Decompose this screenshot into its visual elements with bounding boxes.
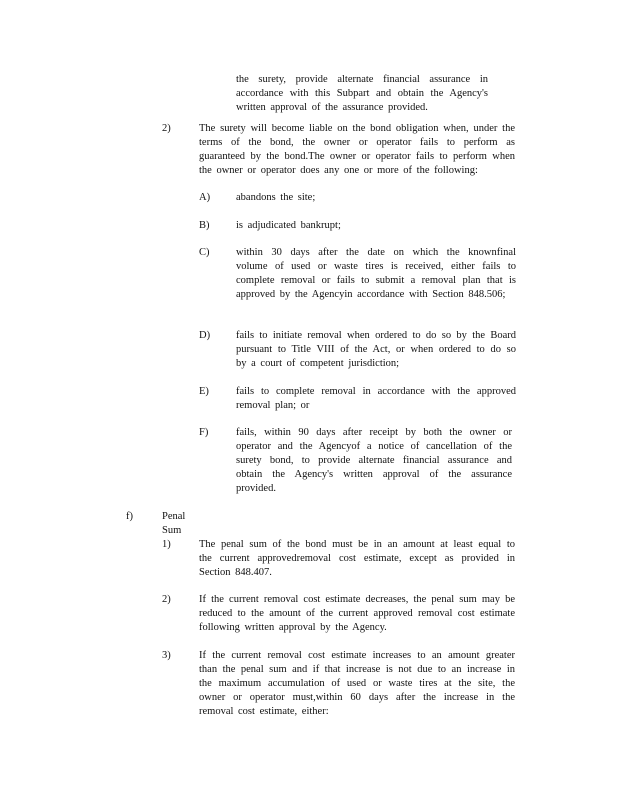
subitem-text: fails, within 90 days after receipt by both the owner or operator and the Agencyof a notice of cancellation of the surety bond, to provide alternate financial assurance and obtain the Agency's written approval of the assurance provided. <box>236 427 512 494</box>
subitem-text: fails to initiate removal when ordered to do so by the Board pursuant to Title VIII of the Act, or when ordered to do so by a court of competent jurisdiction; <box>236 330 516 369</box>
subitem-text: within 30 days after the date on which the knownfinal volume of used or waste tires is received, either fails to complete removal or fails to submit a removal plan that is approved by the Agencyin accordance with Section 848.506; <box>236 247 516 300</box>
subitem-number: A) <box>199 192 211 203</box>
item-number: 2) <box>162 123 171 134</box>
subitem-number: D) <box>199 330 211 341</box>
subitem-number: B) <box>199 220 210 231</box>
item-text: The surety will become liable on the bond obligation when, under the terms of the bond, the owner or operator fails to perform as guaranteed by the bond.The owner or operator fails to perform when the owner or operator does any one or more of the following: <box>199 123 515 176</box>
item-text: The penal sum of the bond must be in an amount at least equal to the current approvedremoval cost estimate, except as provided in Section 848.407. <box>199 539 515 578</box>
continuation-paragraph: the surety, provide alternate financial assurance in accordance with this Subpart and obtain the Agency's written approval of the assurance provided. <box>236 74 488 113</box>
subitem-text: is adjudicated bankrupt; <box>236 220 341 231</box>
subitem-text: fails to complete removal in accordance with the approved removal plan; or <box>236 386 516 411</box>
item-text: If the current removal cost estimate increases to an amount greater than the penal sum and if that increase is not due to an increase in the maximum accumulation of used or waste tires at the site, the owner or operator must,within 60 days after the increase in the removal cost estimate, either: <box>199 650 515 717</box>
item-number: 3) <box>162 650 171 661</box>
subitem-text: abandons the site; <box>236 192 316 203</box>
section-letter: f) <box>126 511 133 522</box>
section-heading: Penal Sum <box>162 511 186 536</box>
item-text: If the current removal cost estimate decreases, the penal sum may be reduced to the amount of the current approved removal cost estimate following written approval by the Agency. <box>199 594 515 633</box>
subitem-number: C) <box>199 247 210 258</box>
subitem-number: F) <box>199 427 209 438</box>
item-number: 2) <box>162 594 171 605</box>
subitem-number: E) <box>199 386 209 397</box>
item-number: 1) <box>162 539 171 550</box>
